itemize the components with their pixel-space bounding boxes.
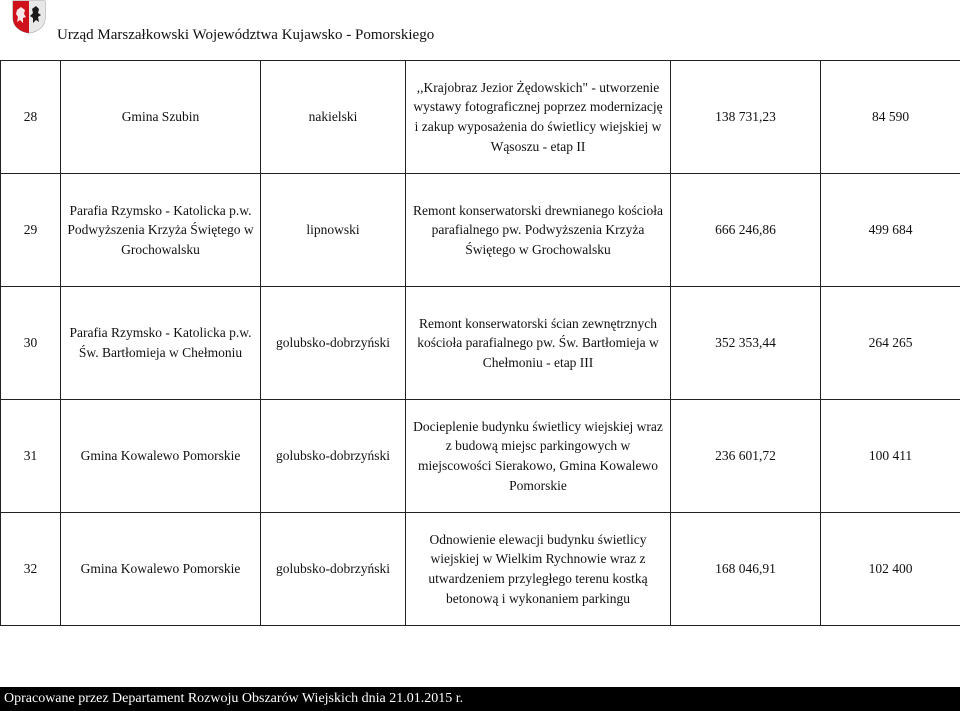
beneficiary-cell: Gmina Kowalewo Pomorskie	[61, 513, 261, 626]
page-footer	[0, 687, 960, 711]
total-cost-cell: 666 246,86	[671, 174, 821, 287]
table-row	[1, 513, 960, 626]
project-title-cell: Docieplenie budynku świetlicy wiejskiej wraz z budową miejsc parkingowych w miejscowości Sierakowo, Gmina Kowalewo Pomorskie	[406, 400, 671, 513]
grant-amount-cell: 100 411	[821, 400, 960, 513]
organization-title: Urząd Marszałkowski Województwa Kujawsko - Pomorskiego	[57, 27, 435, 43]
row-number: 32	[1, 513, 61, 626]
row-number: 30	[1, 287, 61, 400]
table-row	[1, 400, 960, 513]
table-row	[1, 287, 960, 400]
row-number: 29	[1, 174, 61, 287]
county-cell: lipnowski	[261, 174, 406, 287]
beneficiary-cell: Parafia Rzymsko - Katolicka p.w. Św. Bartłomieja w Chełmoniu	[61, 287, 261, 400]
page-header	[0, 0, 960, 58]
total-cost-cell: 352 353,44	[671, 287, 821, 400]
grant-amount-cell: 102 400	[821, 513, 960, 626]
total-cost-cell: 138 731,23	[671, 61, 821, 174]
county-cell: nakielski	[261, 61, 406, 174]
grant-amount-cell: 264 265	[821, 287, 960, 400]
project-title-cell: Remont konserwatorski ścian zewnętrznych kościoła parafialnego pw. Św. Bartłomieja w Chełmoniu - etap III	[406, 287, 671, 400]
grant-amount-cell: 499 684	[821, 174, 960, 287]
project-title-cell: Remont konserwatorski drewnianego kościoła parafialnego pw. Podwyższenia Krzyża Świętego w Grochowalsku	[406, 174, 671, 287]
total-cost-cell: 236 601,72	[671, 400, 821, 513]
total-cost-cell: 168 046,91	[671, 513, 821, 626]
row-number: 28	[1, 61, 61, 174]
table-row	[1, 61, 960, 174]
county-cell: golubsko-dobrzyński	[261, 287, 406, 400]
county-cell: golubsko-dobrzyński	[261, 513, 406, 626]
grant-amount-cell: 84 590	[821, 61, 960, 174]
project-title-cell: Odnowienie elewacji budynku świetlicy wiejskiej w Wielkim Rychnowie wraz z utwardzeniem przyległego terenu kostką betonową i wykonaniem parkingu	[406, 513, 671, 626]
beneficiary-cell: Gmina Kowalewo Pomorskie	[61, 400, 261, 513]
table-row	[1, 174, 960, 287]
beneficiary-cell: Gmina Szubin	[61, 61, 261, 174]
row-number: 31	[1, 400, 61, 513]
coat-of-arms-icon	[12, 0, 46, 34]
county-cell: golubsko-dobrzyński	[261, 400, 406, 513]
footer-text: Opracowane przez Departament Rozwoju Obszarów Wiejskich dnia 21.01.2015 r.	[4, 691, 464, 706]
beneficiary-cell: Parafia Rzymsko - Katolicka p.w. Podwyższenia Krzyża Świętego w Grochowalsku	[61, 174, 261, 287]
project-title-cell: ,,Krajobraz Jezior Żędowskich" - utworzenie wystawy fotograficznej poprzez modernizację i zakup wyposażenia do świetlicy wiejskiej w Wąsoszu - etap II	[406, 61, 671, 174]
grants-table	[0, 60, 960, 626]
